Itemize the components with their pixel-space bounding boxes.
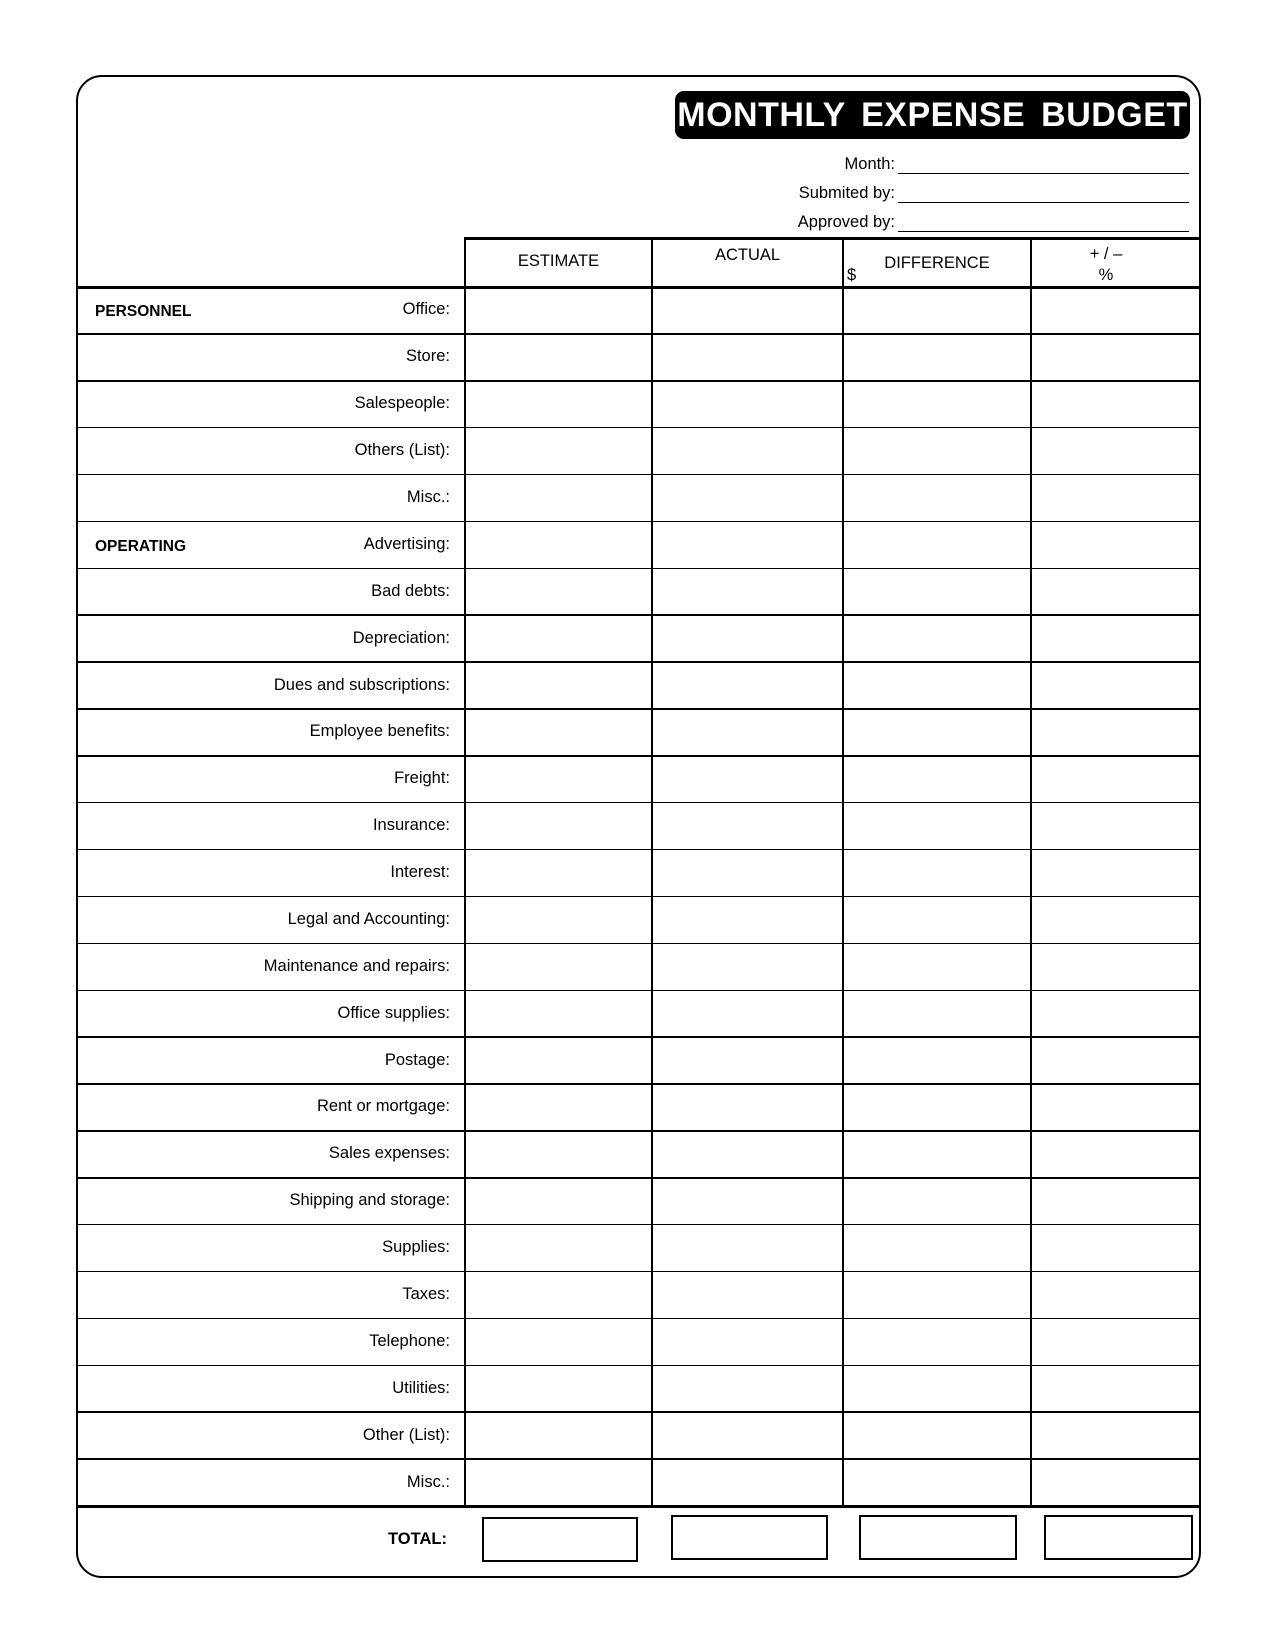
table-row bbox=[77, 1178, 1201, 1225]
table-row bbox=[77, 1365, 1201, 1412]
table-row bbox=[77, 1272, 1201, 1319]
table-row bbox=[77, 990, 1201, 1037]
estimate-cell[interactable] bbox=[466, 381, 651, 428]
table-row bbox=[77, 803, 1201, 850]
estimate-cell[interactable] bbox=[466, 756, 651, 803]
row-label: Employee benefits: bbox=[309, 722, 450, 741]
row-label: Bad debts: bbox=[371, 581, 450, 600]
approved-by-label: Approved by: bbox=[797, 213, 895, 231]
difference-cell[interactable] bbox=[844, 1272, 1030, 1319]
row-label: Misc.: bbox=[406, 487, 450, 506]
table-row bbox=[77, 334, 1201, 381]
section-label-operating: OPERATING bbox=[95, 537, 186, 555]
estimate-cell[interactable] bbox=[466, 475, 651, 522]
percent-cell[interactable] bbox=[1032, 990, 1200, 1037]
row-label: Advertising: bbox=[363, 534, 450, 553]
estimate-cell[interactable] bbox=[466, 1225, 651, 1272]
row-label: Others (List): bbox=[354, 441, 450, 460]
difference-cell[interactable] bbox=[844, 662, 1030, 709]
actual-cell[interactable] bbox=[653, 897, 842, 944]
difference-cell[interactable] bbox=[844, 381, 1030, 428]
estimate-cell[interactable] bbox=[466, 1412, 651, 1459]
difference-cell[interactable] bbox=[844, 709, 1030, 756]
difference-cell[interactable] bbox=[844, 803, 1030, 850]
month-input[interactable] bbox=[898, 155, 1189, 174]
percent-cell[interactable] bbox=[1032, 287, 1200, 334]
row-label: Interest: bbox=[390, 863, 450, 882]
actual-cell[interactable] bbox=[653, 990, 842, 1037]
percent-cell[interactable] bbox=[1032, 1459, 1200, 1506]
difference-cell[interactable] bbox=[844, 1178, 1030, 1225]
actual-cell[interactable] bbox=[653, 1365, 842, 1412]
total-label: TOTAL: bbox=[388, 1530, 447, 1548]
percent-cell[interactable] bbox=[1032, 1037, 1200, 1084]
actual-cell[interactable] bbox=[653, 803, 842, 850]
actual-cell[interactable] bbox=[653, 475, 842, 522]
difference-cell[interactable] bbox=[844, 428, 1030, 475]
percent-cell[interactable] bbox=[1032, 521, 1200, 568]
percent-cell[interactable] bbox=[1032, 475, 1200, 522]
difference-cell[interactable] bbox=[844, 1131, 1030, 1178]
submitted-by-label: Submited by: bbox=[798, 184, 895, 202]
difference-cell[interactable] bbox=[844, 1412, 1030, 1459]
column-header-percent: % bbox=[1098, 266, 1114, 284]
row-label: Taxes: bbox=[402, 1285, 450, 1303]
row-label: Depreciation: bbox=[352, 628, 450, 647]
difference-cell[interactable] bbox=[844, 897, 1030, 944]
total-estimate-box[interactable] bbox=[482, 1517, 638, 1562]
estimate-cell[interactable] bbox=[466, 662, 651, 709]
table-row bbox=[77, 662, 1201, 709]
row-label: Misc.: bbox=[406, 1472, 450, 1491]
actual-cell[interactable] bbox=[653, 1037, 842, 1084]
actual-cell[interactable] bbox=[653, 1459, 842, 1506]
estimate-cell[interactable] bbox=[466, 897, 651, 944]
actual-cell[interactable] bbox=[653, 615, 842, 662]
difference-cell[interactable] bbox=[844, 521, 1030, 568]
row-label: Store: bbox=[405, 347, 450, 366]
actual-cell[interactable] bbox=[653, 381, 842, 428]
actual-cell[interactable] bbox=[653, 662, 842, 709]
table-row bbox=[77, 943, 1201, 990]
submitted-by-input[interactable] bbox=[898, 184, 1189, 203]
actual-cell[interactable] bbox=[653, 1318, 842, 1365]
row-label: Dues and subscriptions: bbox=[273, 675, 450, 694]
percent-cell[interactable] bbox=[1032, 1178, 1200, 1225]
approved-by-input[interactable] bbox=[898, 213, 1189, 232]
estimate-cell[interactable] bbox=[466, 568, 651, 615]
estimate-cell[interactable] bbox=[466, 1365, 651, 1412]
row-label: Maintenance and repairs: bbox=[263, 956, 450, 975]
column-header-estimate: ESTIMATE bbox=[517, 252, 600, 270]
difference-cell[interactable] bbox=[844, 990, 1030, 1037]
difference-cell[interactable] bbox=[844, 1318, 1030, 1365]
table-row bbox=[77, 1037, 1201, 1084]
actual-cell[interactable] bbox=[653, 850, 842, 897]
estimate-cell[interactable] bbox=[466, 1131, 651, 1178]
actual-cell[interactable] bbox=[653, 756, 842, 803]
column-header-difference: DIFFERENCE bbox=[884, 254, 990, 272]
actual-cell[interactable] bbox=[653, 1412, 842, 1459]
row-label: Supplies: bbox=[382, 1238, 450, 1257]
percent-cell[interactable] bbox=[1032, 615, 1200, 662]
estimate-cell[interactable] bbox=[466, 803, 651, 850]
actual-cell[interactable] bbox=[653, 1225, 842, 1272]
actual-cell[interactable] bbox=[653, 521, 842, 568]
submitted-by-field[interactable] bbox=[799, 179, 1189, 203]
percent-cell[interactable] bbox=[1032, 662, 1200, 709]
total-percent-box[interactable] bbox=[1044, 1515, 1193, 1560]
dollar-sign: $ bbox=[847, 266, 857, 284]
difference-cell[interactable] bbox=[844, 756, 1030, 803]
difference-cell[interactable] bbox=[844, 1225, 1030, 1272]
table-row bbox=[77, 381, 1201, 428]
percent-cell[interactable] bbox=[1032, 1131, 1200, 1178]
difference-cell[interactable] bbox=[844, 615, 1030, 662]
percent-cell[interactable] bbox=[1032, 1225, 1200, 1272]
actual-cell[interactable] bbox=[653, 1131, 842, 1178]
header-top-border bbox=[464, 237, 1201, 240]
row-label: Utilities: bbox=[392, 1378, 450, 1397]
actual-cell[interactable] bbox=[653, 287, 842, 334]
estimate-cell[interactable] bbox=[466, 1178, 651, 1225]
row-label: Insurance: bbox=[372, 816, 450, 835]
actual-cell[interactable] bbox=[653, 1084, 842, 1131]
estimate-cell[interactable] bbox=[466, 1318, 651, 1365]
estimate-cell[interactable] bbox=[466, 943, 651, 990]
difference-cell[interactable] bbox=[844, 1459, 1030, 1506]
row-label: Office: bbox=[402, 300, 450, 319]
actual-cell[interactable] bbox=[653, 334, 842, 381]
percent-cell[interactable] bbox=[1032, 1412, 1200, 1459]
actual-cell[interactable] bbox=[653, 709, 842, 756]
row-label: Salespeople: bbox=[354, 394, 450, 413]
row-label: Freight: bbox=[394, 769, 450, 788]
total-difference-box[interactable] bbox=[859, 1515, 1017, 1560]
percent-cell[interactable] bbox=[1032, 568, 1200, 615]
estimate-cell[interactable] bbox=[466, 1084, 651, 1131]
difference-cell[interactable] bbox=[844, 943, 1030, 990]
percent-cell[interactable] bbox=[1032, 1365, 1200, 1412]
difference-cell[interactable] bbox=[844, 1037, 1030, 1084]
actual-cell[interactable] bbox=[653, 1178, 842, 1225]
row-label: Postage: bbox=[384, 1050, 450, 1069]
table-row bbox=[77, 615, 1201, 662]
percent-cell[interactable] bbox=[1032, 428, 1200, 475]
estimate-cell[interactable] bbox=[466, 709, 651, 756]
table-row bbox=[77, 756, 1201, 803]
table-row bbox=[77, 568, 1201, 615]
total-row-border bbox=[77, 1505, 1201, 1508]
section-label-personnel: PERSONNEL bbox=[95, 303, 192, 321]
actual-cell[interactable] bbox=[653, 428, 842, 475]
table-row bbox=[77, 475, 1201, 522]
difference-cell[interactable] bbox=[844, 1084, 1030, 1131]
table-row bbox=[77, 850, 1201, 897]
table-row bbox=[77, 1459, 1201, 1506]
row-label: Telephone: bbox=[369, 1331, 450, 1350]
row-label: Shipping and storage: bbox=[289, 1191, 450, 1210]
percent-cell[interactable] bbox=[1032, 1084, 1200, 1131]
approved-by-field[interactable] bbox=[798, 208, 1189, 232]
estimate-cell[interactable] bbox=[466, 615, 651, 662]
percent-cell[interactable] bbox=[1032, 943, 1200, 990]
estimate-cell[interactable] bbox=[466, 1459, 651, 1506]
estimate-cell[interactable] bbox=[466, 1037, 651, 1084]
difference-cell[interactable] bbox=[844, 287, 1030, 334]
percent-cell[interactable] bbox=[1032, 381, 1200, 428]
estimate-cell[interactable] bbox=[466, 850, 651, 897]
estimate-cell[interactable] bbox=[466, 428, 651, 475]
difference-cell[interactable] bbox=[844, 568, 1030, 615]
column-header-actual: ACTUAL bbox=[714, 246, 781, 264]
estimate-cell[interactable] bbox=[466, 287, 651, 334]
month-label: Month: bbox=[844, 155, 895, 173]
row-label: Other (List): bbox=[362, 1425, 450, 1444]
percent-cell[interactable] bbox=[1032, 334, 1200, 381]
percent-cell[interactable] bbox=[1032, 897, 1200, 944]
difference-cell[interactable] bbox=[844, 475, 1030, 522]
table-row bbox=[77, 1084, 1201, 1131]
row-label: Rent or mortgage: bbox=[317, 1097, 450, 1116]
actual-cell[interactable] bbox=[653, 568, 842, 615]
table-row bbox=[77, 1412, 1201, 1459]
estimate-cell[interactable] bbox=[466, 521, 651, 568]
estimate-cell[interactable] bbox=[466, 990, 651, 1037]
difference-cell[interactable] bbox=[844, 1365, 1030, 1412]
percent-cell[interactable] bbox=[1032, 709, 1200, 756]
total-actual-box[interactable] bbox=[671, 1515, 828, 1560]
table-row bbox=[77, 1131, 1201, 1178]
actual-cell[interactable] bbox=[653, 1272, 842, 1319]
month-field[interactable] bbox=[845, 150, 1189, 174]
actual-cell[interactable] bbox=[653, 943, 842, 990]
column-header-percent-sign: + / – bbox=[1089, 245, 1123, 263]
row-label: Sales expenses: bbox=[328, 1144, 450, 1163]
percent-cell[interactable] bbox=[1032, 1272, 1200, 1319]
table-row bbox=[77, 709, 1201, 756]
percent-cell[interactable] bbox=[1032, 850, 1200, 897]
percent-cell[interactable] bbox=[1032, 803, 1200, 850]
difference-cell[interactable] bbox=[844, 334, 1030, 381]
row-label: Office supplies: bbox=[337, 1003, 450, 1022]
estimate-cell[interactable] bbox=[466, 1272, 651, 1319]
table-row bbox=[77, 428, 1201, 475]
difference-cell[interactable] bbox=[844, 850, 1030, 897]
percent-cell[interactable] bbox=[1032, 1318, 1200, 1365]
table-row bbox=[77, 1225, 1201, 1272]
table-row bbox=[77, 1318, 1201, 1365]
table-row bbox=[77, 287, 1201, 334]
percent-cell[interactable] bbox=[1032, 756, 1200, 803]
page-title: MONTHLY EXPENSE BUDGET bbox=[675, 91, 1190, 139]
estimate-cell[interactable] bbox=[466, 334, 651, 381]
row-label: Legal and Accounting: bbox=[287, 909, 450, 928]
table-row bbox=[77, 521, 1201, 568]
table-row bbox=[77, 897, 1201, 944]
